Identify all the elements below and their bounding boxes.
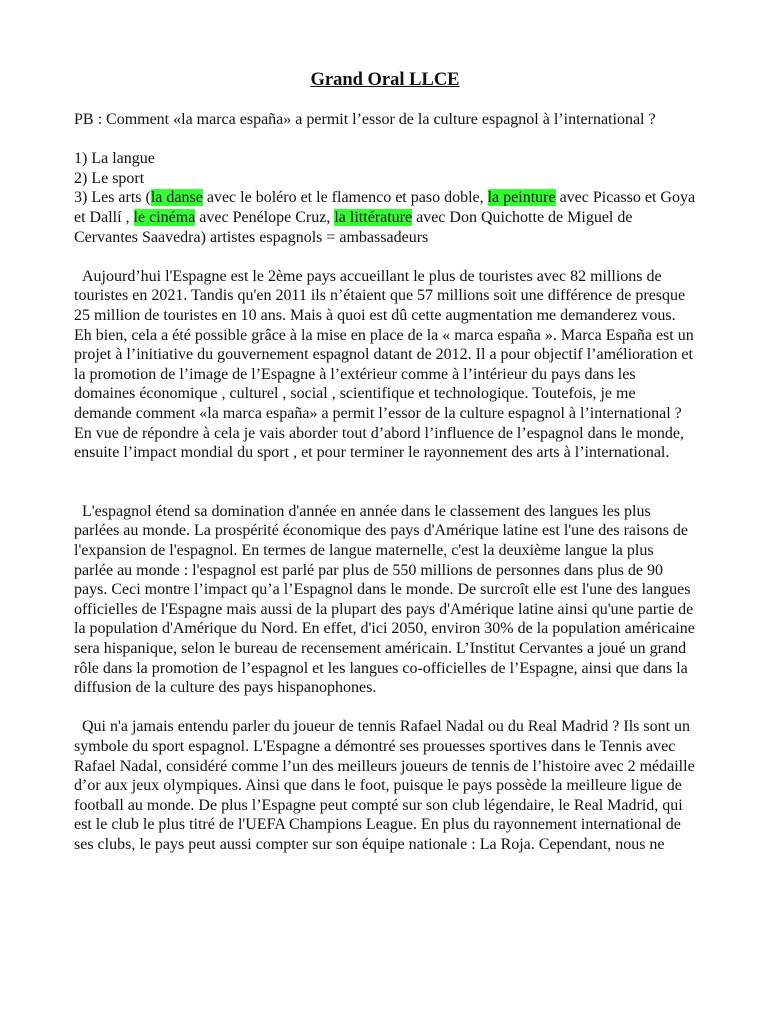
plan-list <box>74 149 696 247</box>
plan-item-sport: 2) Le sport <box>74 169 145 187</box>
problem-statement: PB : Comment «la marca españa» a permit l’essor de la culture espagnol à l’international ? <box>74 111 656 128</box>
plan-arts-text: avec le boléro et le flamenco et paso doble, <box>202 189 488 207</box>
plan-arts-suffix: avec Don Quichotte de Miguel de Cervantes Saavedra) artistes espagnols = ambassadeurs <box>74 208 633 246</box>
plan-arts-prefix: 3) Les arts ( <box>74 189 151 207</box>
highlight-danse: la danse <box>150 189 203 207</box>
document-title: Grand Oral LLCE <box>310 70 460 90</box>
plan-arts-text: avec Picasso et Goya et Dallí , <box>74 189 696 226</box>
plan-item-arts <box>74 188 696 247</box>
highlight-peinture: la peinture <box>487 189 556 207</box>
paragraph-langue: L'espagnol étend sa domination d'année en année dans le classement des langues les plus parlées au monde. La prospérité économique des pays d'Amérique latine est l'une des raisons de l'expansion de l'espagnol. En termes de langue maternelle, c'est la deuxième langue la plus parlée au monde : l'espagnol est parlé par plus de 550 millions de personnes dans plus de 90 pays. Ceci montre l’impact qu’a l’Espagnol dans le monde. De surcroît elle est l'une des langues officielles de l'Espagne mais aussi de la plupart des pays d'Amérique latine ainsi qu'une partie de la population d'Amérique du Nord. En effet, d'ici 2050, environ 30% de la population américaine sera hispanique, selon le bureau de recensement américain. L’Institut Cervantes a joué un grand rôle dans la promotion de l’espagnol et les langues co-officielles de l’Espagne, ainsi que dans la diffusion de la culture des pays hispanophones. <box>74 502 695 697</box>
paragraph-sport: Qui n'a jamais entendu parler du joueur de tennis Rafael Nadal ou du Real Madrid ? Ils sont un symbole du sport espagnol. L'Espagne a démontré ses prouesses sportives dans le Tennis avec Rafael Nadal, considéré comme l’un des meilleurs joueurs de tennis de l’histoire avec 2 médaille d’or aux jeux olympiques. Ainsi que dans le foot, puisque le pays possède la meilleure ligue de football au monde. De plus l’Espagne peut compté sur son club légendaire, le Real Madrid, qui est le club le plus titré de l'UEFA Champions League. En plus du rayonnement international de ses clubs, le pays peut aussi compter sur son équipe nationale : La Roja. Cependant, nous ne <box>74 718 695 853</box>
highlight-litterature: la littérature <box>334 208 413 226</box>
plan-arts-text: avec Penélope Cruz, <box>195 208 335 226</box>
highlight-cinema: le cinéma <box>133 208 196 226</box>
document-body <box>74 68 696 855</box>
plan-item-langue: 1) La langue <box>74 150 155 168</box>
paragraph-introduction: Aujourd’hui l'Espagne est le 2ème pays accueillant le plus de touristes avec 82 millions de touristes en 2021. Tandis qu'en 2011 ils n’étaient que 57 millions soit une différence de presque 25 million de touristes en 10 ans. Mais à quoi est dû cette augmentation me demanderez vous. Eh bien, cela a été possible grâce à la mise en place de la « marca españa ». Marca España est un projet à l’initiative du gouvernement espagnol datant de 2012. Il a pour objectif l’amélioration et la promotion de l’image de l’Espagne à l’extérieur comme à l’intérieur du pays dans les domaines économique , culturel , social , scientifique et technologique. Toutefois, je me demande comment «la marca españa» a permit l’essor de la culture espagnol à l’international ? En vue de répondre à cela je vais aborder tout d’abord l’influence de l’espagnol dans le monde, ensuite l’impact mondial du sport , et pour terminer le rayonnement des arts à l’international. <box>74 267 694 462</box>
